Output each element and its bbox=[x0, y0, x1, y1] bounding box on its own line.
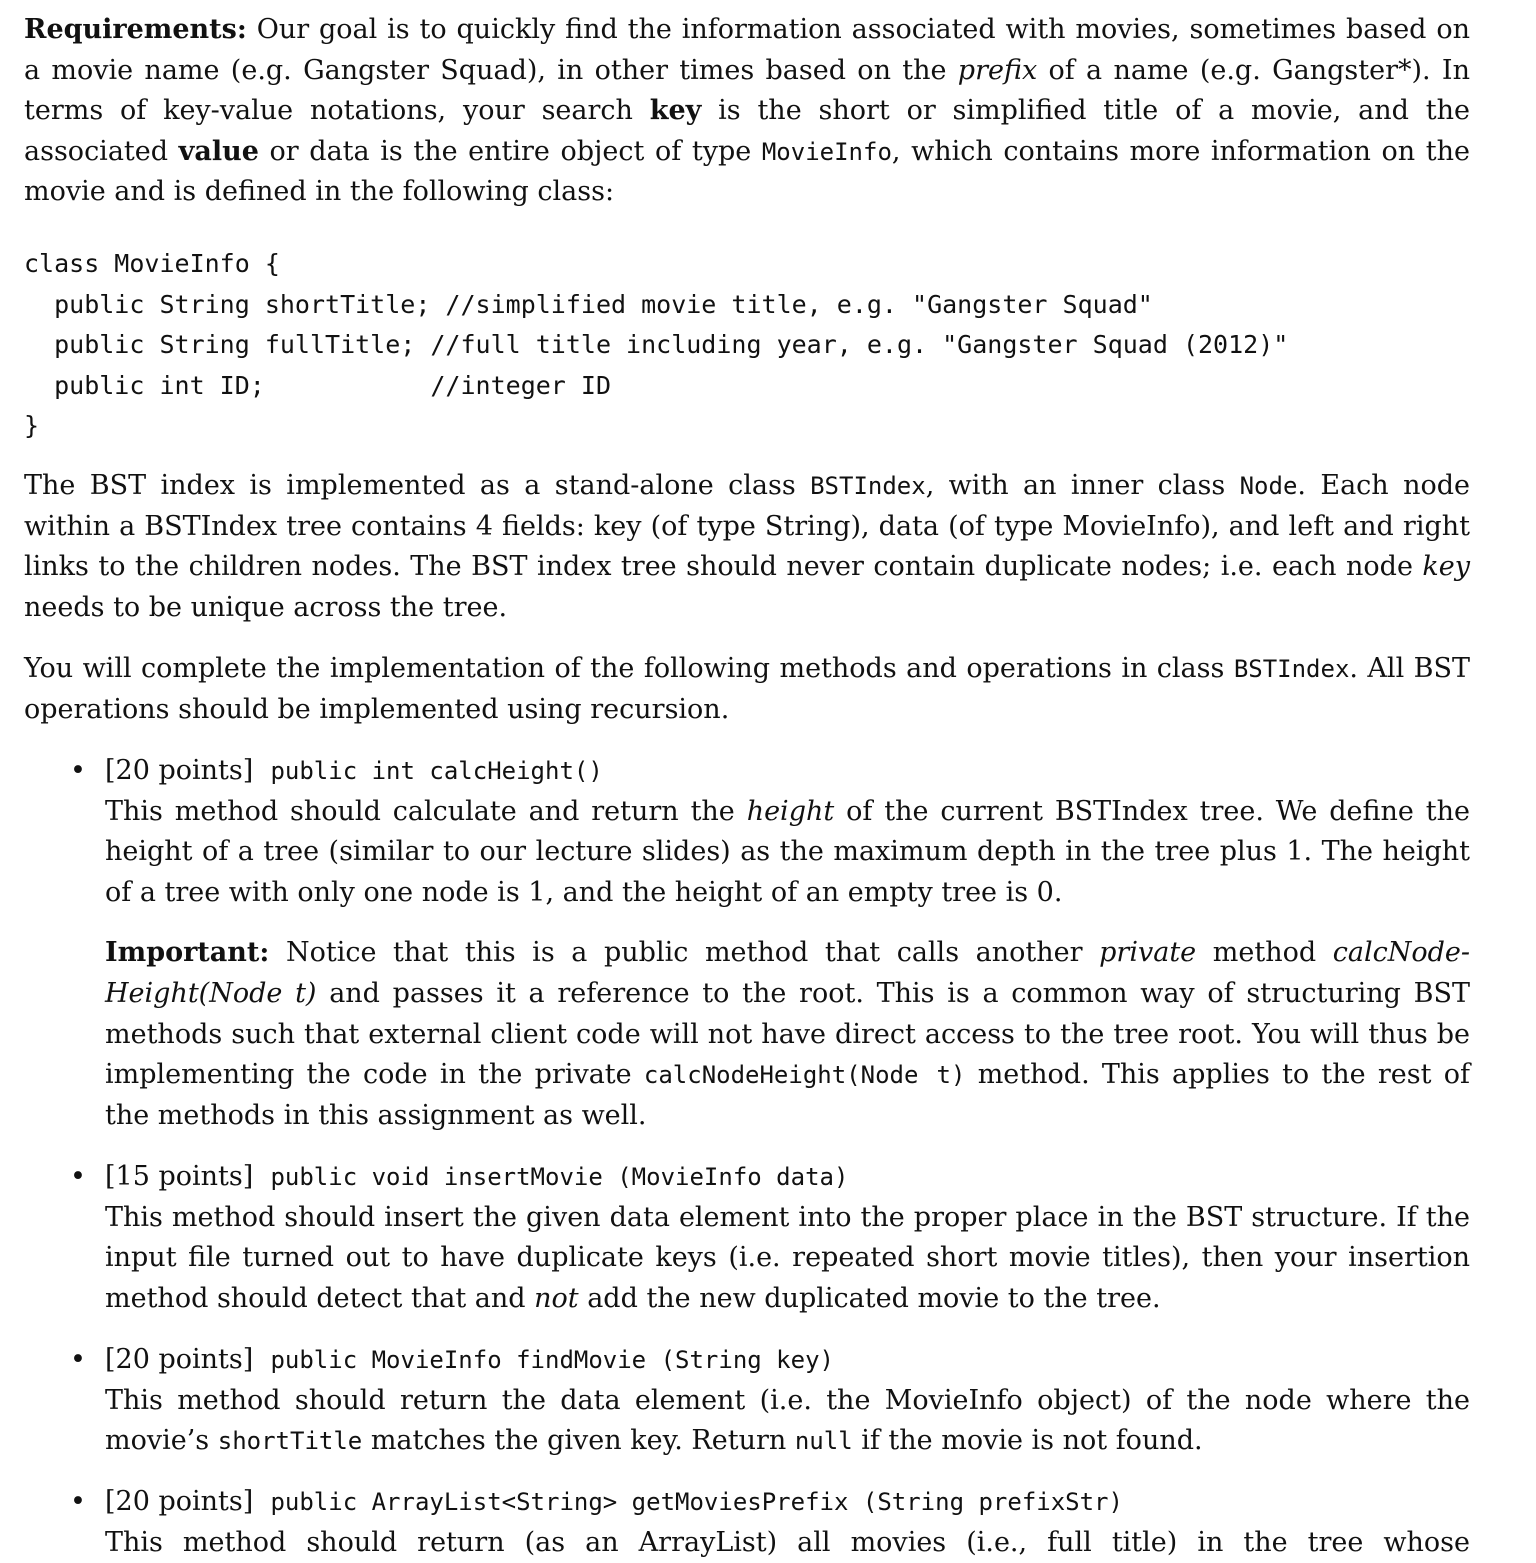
points-label: [20 points] bbox=[105, 1344, 254, 1375]
important-label: Important: bbox=[105, 937, 270, 969]
item-heading bbox=[105, 1340, 1470, 1381]
bullet-icon: • bbox=[70, 1486, 86, 1517]
important-note: Important: Notice that this is a public method that calls another private method calcNode-Height(Node t) and passes it a reference to the root. This is a common way of structuring BST methods such that external client code will not have direct access to the tree root. You will thus be implementing the code in the private calcNodeHeight(Node t) method. This applies to the rest of the methods in this assignment as well. bbox=[105, 937, 1471, 1131]
movieinfo-code-block bbox=[24, 244, 1288, 447]
method-signature: public void insertMovie (MovieInfo data) bbox=[270, 1163, 849, 1191]
bullet-icon: • bbox=[70, 1161, 86, 1192]
list-item-find-movie bbox=[70, 1340, 1470, 1462]
code-line: } bbox=[24, 411, 40, 441]
points-label: [15 points] bbox=[105, 1161, 254, 1192]
list-item-get-movies-prefix bbox=[70, 1482, 1470, 1563]
requirements-paragraph: Requirements: Our goal is to quickly find the information associated with movies, sometimes based on a movie name (e.g. Gangster Squad), in other times based on the prefix of a name (e.g. Gangster*). In terms of key-value notations, your search key is the short or simplified title of a movie, and the associated value or data is the entire object of type MovieInfo, which contains more information on the movie and is defined in the following class: bbox=[24, 14, 1471, 208]
requirements-label: Requirements: bbox=[24, 14, 247, 45]
list-item-calc-height bbox=[70, 751, 1471, 1136]
item-heading bbox=[105, 1482, 1470, 1523]
code-line: public String fullTitle; //full title including year, e.g. "Gangster Squad (2012)" bbox=[24, 330, 1289, 360]
points-label: [20 points] bbox=[105, 1486, 254, 1517]
item-heading bbox=[105, 1157, 1470, 1198]
method-signature: public int calcHeight() bbox=[270, 757, 603, 785]
method-signature: public MovieInfo findMovie (String key) bbox=[270, 1346, 834, 1374]
code-line: class MovieInfo { bbox=[24, 249, 280, 278]
item-description: This method should insert the given data element into the proper place in the BST structure. If the input file turned out to have duplicate keys (i.e. repeated short movie titles), then your insertion method should detect that and not add the new duplicated movie to the tree. bbox=[105, 1201, 1470, 1314]
bst-paragraph: The BST index is implemented as a stand-alone class BSTIndex, with an inner class Node. Each node within a BSTIndex tree contains 4 fields: key (of type String), data (of type MovieInfo), and left and right links to the children nodes. The BST index tree should never contain duplicate nodes; i.e. each node key needs to be unique across the tree. bbox=[24, 470, 1470, 623]
item-description: This method should return the data element (i.e. the MovieInfo object) of the node where the movie’s shortTitle matches the given key. Return null if the movie is not found. bbox=[105, 1384, 1470, 1457]
points-label: [20 points] bbox=[105, 755, 254, 786]
code-line: public int ID; //integer ID bbox=[24, 370, 611, 400]
item-description: This method should return (as an ArrayList) all movies (i.e., full title) in the tree whose bbox=[105, 1526, 1470, 1558]
code-line: public String shortTitle; //simplified movie title, e.g. "Gangster Squad" bbox=[24, 289, 1153, 319]
list-item-insert-movie bbox=[70, 1157, 1470, 1319]
bullet-icon: • bbox=[70, 1344, 86, 1375]
item-description: This method should calculate and return the height of the current BSTIndex tree. We define the height of a tree (similar to our lecture slides) as the maximum depth in the tree plus 1. The height of a tree with only one node is 1, and the height of an empty tree is 0. bbox=[105, 795, 1470, 908]
bullet-icon: • bbox=[70, 755, 86, 786]
item-heading bbox=[105, 751, 1470, 792]
complete-paragraph: You will complete the implementation of the following methods and operations in class BSTIndex. All BST operations should be implemented using recursion. bbox=[24, 653, 1470, 725]
method-signature: public ArrayList<String> getMoviesPrefix (String prefixStr) bbox=[270, 1488, 1123, 1516]
